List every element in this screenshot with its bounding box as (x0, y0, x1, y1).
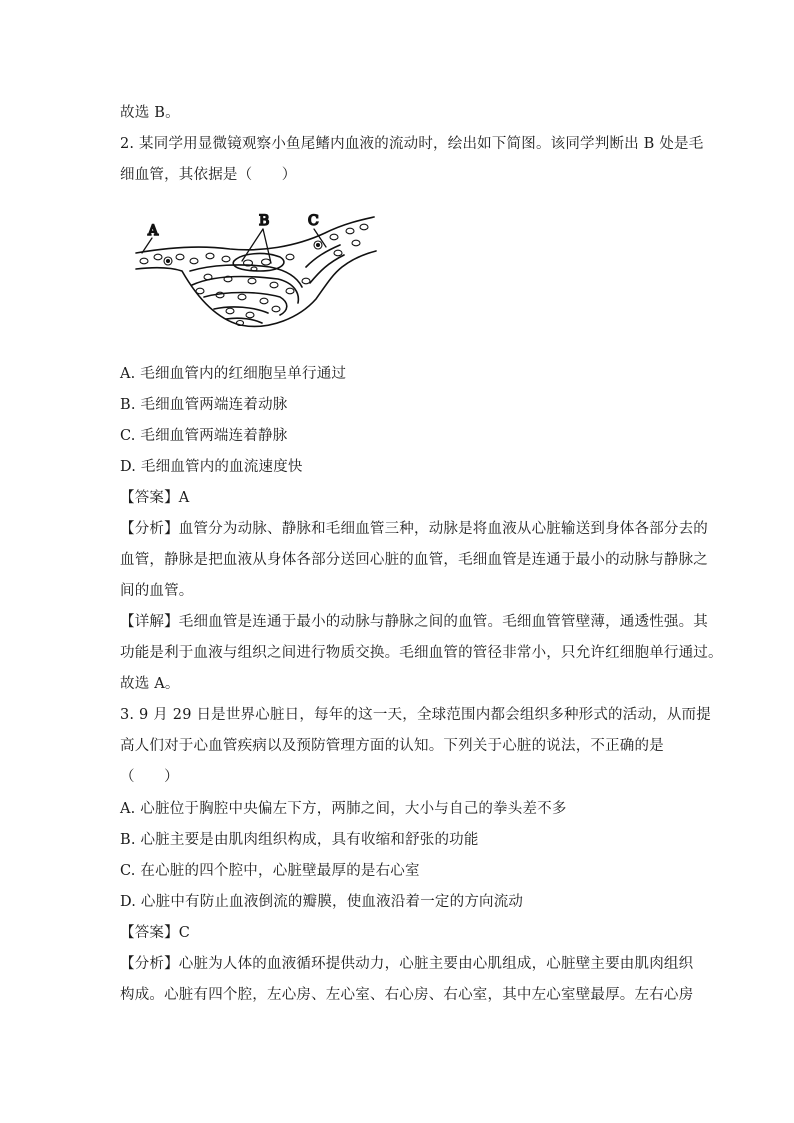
analysis-2-line-3: 间的血管。 (120, 583, 194, 599)
option-3d: D. 心脏中有防止血液倒流的瓣膜，使血液沿着一定的方向流动 (120, 894, 524, 910)
analysis-3-line-2: 构成。心脏有四个腔，左心房、左心室、右心房、右心室，其中左心室壁最厚。左右心房 (120, 987, 694, 1003)
option-2b: B. 毛细血管两端连着动脉 (120, 397, 288, 413)
detail-2-line-1: 【详解】毛细血管是连通于最小的动脉与静脉之间的血管。毛细血管管壁薄，通透性强。其 (120, 614, 708, 630)
option-2a: A. 毛细血管内的红细胞呈单行通过 (120, 366, 347, 382)
label-b: B (259, 213, 270, 229)
text-line-1: 故选 B。 (120, 105, 180, 121)
detail-2-line-2: 功能是利于血液与组织之间进行物质交换。毛细血管的管径非常小，只允许红细胞单行通过。 (120, 645, 723, 661)
question-3-stem: 3. 9 月 29 日是世界心脏日，每年的这一天，全球范围内都会组织多种形式的活动，从而提 (120, 707, 711, 723)
detail-2-line-3: 故选 A。 (120, 676, 180, 692)
question-3-blank: （ ） (120, 769, 179, 785)
blood-vessel-diagram (130, 205, 380, 340)
analysis-2-line-2: 血管，静脉是把血液从身体各部分送回心脏的血管，毛细血管是连通于最小的动脉与静脉之 (120, 552, 708, 568)
analysis-2-line-1: 【分析】血管分为动脉、静脉和毛细血管三种，动脉是将血液从心脏输送到身体各部分去的 (120, 521, 708, 537)
question-2-stem: 2. 某同学用显微镜观察小鱼尾鳍内血液的流动时，绘出如下简图。该同学判断出 B 处是毛 (120, 136, 704, 152)
answer-2: 【答案】A (120, 490, 190, 506)
option-3c: C. 在心脏的四个腔中，心脏壁最厚的是右心室 (120, 863, 420, 879)
label-a: A (148, 223, 159, 239)
option-2c: C. 毛细血管两端连着静脉 (120, 428, 288, 444)
option-2d: D. 毛细血管内的血流速度快 (120, 459, 303, 475)
answer-3: 【答案】C (120, 925, 191, 941)
question-2-stem-cont: 细血管，其依据是（ ） (120, 167, 297, 183)
option-3b: B. 心脏主要是由肌肉组织构成，具有收缩和舒张的功能 (120, 832, 479, 848)
analysis-3-line-1: 【分析】心脏为人体的血液循环提供动力，心脏主要由心肌组成，心脏壁主要由肌肉组织 (120, 956, 694, 972)
label-c: C (308, 213, 319, 229)
question-3-stem-cont: 高人们对于心血管疾病以及预防管理方面的认知。下列关于心脏的说法，不正确的是 (120, 738, 664, 754)
option-3a: A. 心脏位于胸腔中央偏左下方，两肺之间，大小与自己的拳头差不多 (120, 801, 567, 817)
